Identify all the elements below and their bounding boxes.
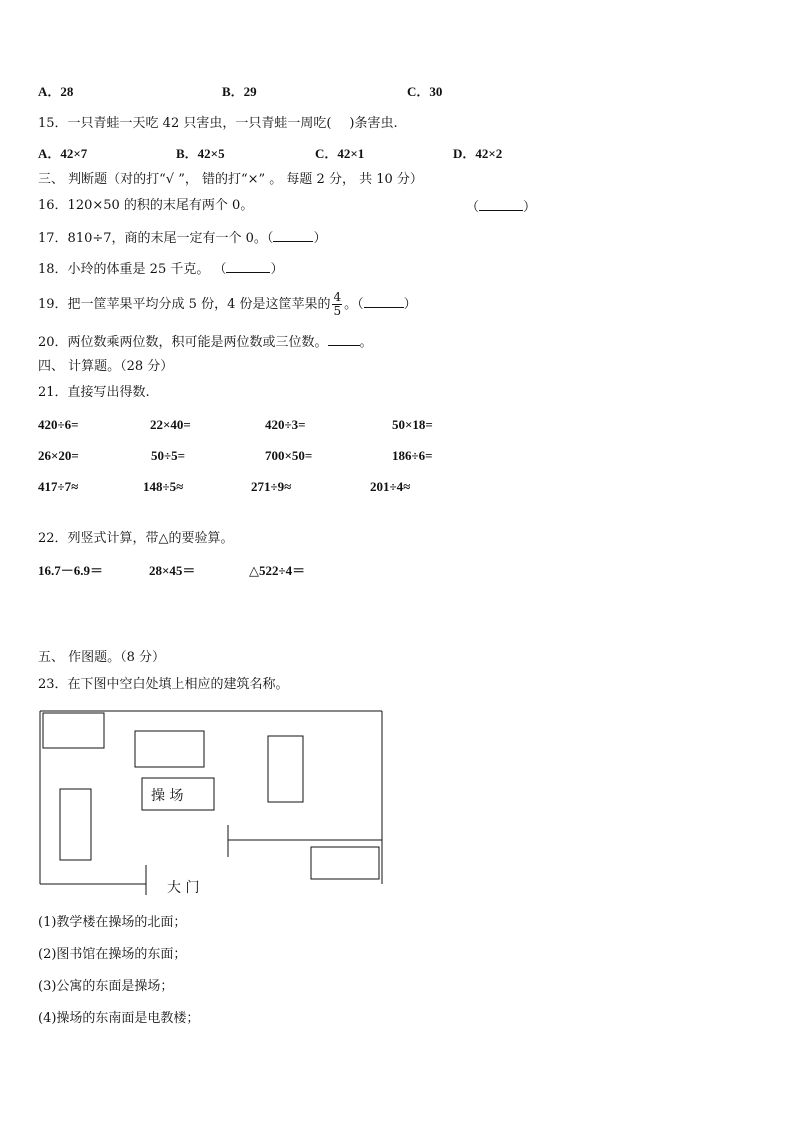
q20-question — [38, 333, 373, 351]
q17-question — [38, 229, 326, 247]
q21-row3-item2: 148÷5≈ — [143, 479, 184, 494]
q22-item3: △522÷4＝ — [249, 563, 306, 578]
q21-row3-item1: 417÷7≈ — [38, 479, 79, 494]
q15-option-c: C．42×1 — [315, 146, 365, 161]
q20-text: 20．两位数乘两位数，积可能是两位数或三位数。 — [38, 335, 328, 350]
q15-option-b: B．42×5 — [176, 146, 225, 161]
q16-paren-open: （ — [466, 200, 480, 215]
q18-question — [38, 260, 284, 278]
q23-clue-4: (4)操场的东南面是电教楼； — [38, 1011, 200, 1026]
q19-close: ） — [403, 297, 417, 312]
q18-blank[interactable] — [226, 260, 270, 273]
q17-close: ） — [313, 231, 327, 246]
q21-row2-item1: 26×20= — [38, 448, 79, 463]
playground-box — [142, 778, 214, 810]
q18-text: 18．小玲的体重是 25 千克。 （ — [38, 262, 227, 277]
q21-text: 21．直接写出得数. — [38, 385, 150, 400]
q19-blank[interactable] — [364, 295, 404, 308]
q22-text: 22．列竖式计算，带△的要验算。 — [38, 531, 234, 546]
building-box-west[interactable] — [60, 789, 91, 860]
q21-row2-item2: 50÷5= — [151, 448, 186, 463]
q23-clue-2: (2)图书馆在操场的东面； — [38, 947, 187, 962]
building-box-southeast[interactable] — [311, 847, 379, 879]
q23-clue-3: (3)公寓的东面是操场； — [38, 979, 174, 994]
q16-paren-close: ） — [523, 200, 537, 215]
q17-text: 17．810÷7，商的末尾一定有一个 0。（ — [38, 231, 274, 246]
q23-text: 23．在下图中空白处填上相应的建筑名称。 — [38, 677, 289, 692]
q16-blank[interactable] — [479, 198, 523, 211]
section4-title: 四、 计算题。（28 分） — [38, 359, 174, 374]
q22-item2: 28×45＝ — [149, 563, 196, 578]
q18-close: ） — [270, 262, 284, 277]
q19-text-after: 。（ — [344, 297, 364, 312]
building-box-north[interactable] — [135, 731, 204, 767]
q15-option-d: D．42×2 — [453, 146, 503, 161]
playground-label: 操 场 — [151, 788, 184, 804]
q21-row1-item2: 22×40= — [150, 417, 191, 432]
q21-row3-item3: 271÷9≈ — [251, 479, 292, 494]
q21-row1-item3: 420÷3= — [265, 417, 306, 432]
q20-end: 。 — [359, 335, 373, 350]
q15-question — [38, 116, 398, 132]
q19-text-before: 19．把一筐苹果平均分成 5 份，4 份是这筐苹果的 — [38, 297, 331, 312]
building-box-northwest[interactable] — [43, 713, 104, 748]
section5-title: 五、 作图题。（8 分） — [38, 650, 166, 665]
q14-option-c: C．30 — [407, 84, 443, 99]
q16-answer — [466, 198, 536, 216]
q21-row2-item4: 186÷6= — [392, 448, 433, 463]
gate-label: 大 门 — [167, 880, 200, 896]
q16-text: 16．120×50 的积的末尾有两个 0。 — [38, 198, 254, 213]
q19-fraction — [332, 291, 342, 318]
q21-row1-item4: 50×18= — [392, 417, 433, 432]
q15-text-before: 15．一只青蛙一天吃 42 只害虫，一只青蛙一周吃( — [38, 116, 332, 131]
q23-clue-1: (1)教学楼在操场的北面； — [38, 915, 187, 930]
q19-numerator: 4 — [333, 290, 342, 304]
q19-denominator: 5 — [333, 304, 342, 318]
q14-option-a: A．28 — [38, 84, 74, 99]
q14-option-b: B．29 — [222, 84, 257, 99]
q17-blank[interactable] — [273, 229, 313, 242]
q15-option-a: A．42×7 — [38, 146, 88, 161]
q21-row2-item3: 700×50= — [265, 448, 313, 463]
q15-text-after: )条害虫. — [349, 116, 398, 131]
building-box-east[interactable] — [268, 736, 303, 802]
section3-title: 三、 判断题（对的打“√ ”， 错的打“×” 。 每题 2 分， 共 10 分） — [38, 172, 423, 187]
q21-row3-item4: 201÷4≈ — [370, 479, 411, 494]
q21-row1-item1: 420÷6= — [38, 417, 79, 432]
q19-question — [38, 290, 417, 320]
q20-blank[interactable] — [328, 333, 360, 346]
q22-item1: 16.7－6.9＝ — [38, 563, 104, 578]
